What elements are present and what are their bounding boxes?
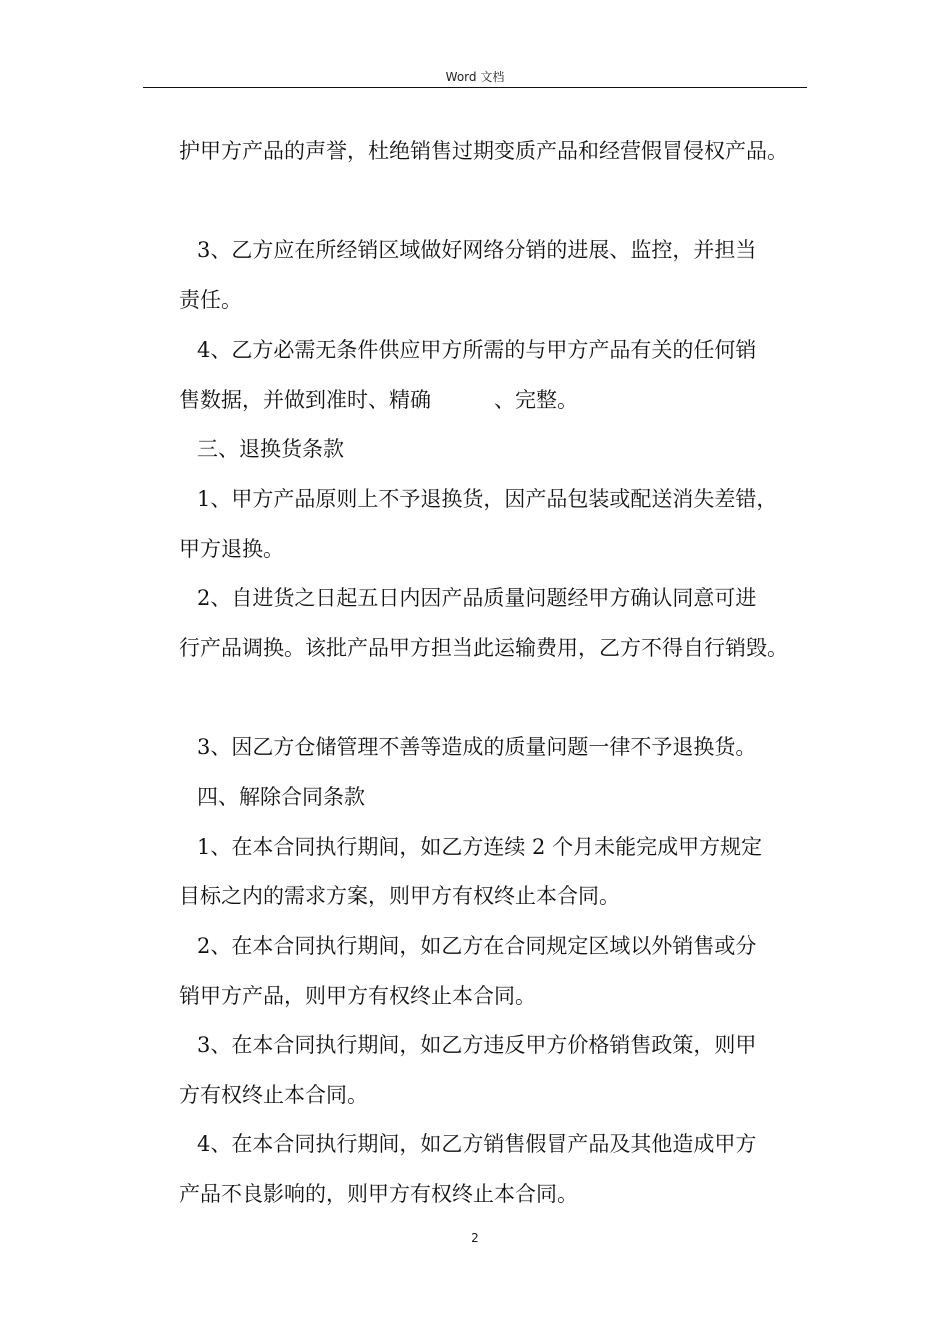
body-line: 责任。 — [179, 288, 242, 312]
body-line: 3、乙方应在所经销区域做好网络分销的进展、监控，并担当 — [197, 238, 757, 262]
body-line: 4、乙方必需无条件供应甲方所需的与甲方产品有关的任何销 — [197, 338, 757, 362]
body-line: 行产品调换。该批产品甲方担当此运输费用，乙方不得自行销毁。 — [179, 636, 788, 660]
body-line: 产品不良影响的，则甲方有权终止本合同。 — [179, 1182, 578, 1206]
body-line: 售数据，并做到准时、精确 、完整。 — [179, 388, 578, 412]
body-line: 销甲方产品，则甲方有权终止本合同。 — [179, 984, 536, 1008]
body-line: 1、甲方产品原则上不予退换货，因产品包装或配送消失差错， — [197, 487, 778, 511]
body-line: 护甲方产品的声誉，杜绝销售过期变质产品和经营假冒侵权产品。 — [179, 139, 788, 163]
body-line: 2、自进货之日起五日内因产品质量问题经甲方确认同意可进 — [197, 586, 757, 610]
body-line: 方有权终止本合同。 — [179, 1083, 368, 1107]
body-line: 甲方退换。 — [179, 537, 284, 561]
body-line: 2、在本合同执行期间，如乙方在合同规定区域以外销售或分 — [197, 934, 757, 958]
section-heading: 四、解除合同条款 — [197, 785, 365, 809]
body-line: 1、在本合同执行期间，如乙方连续 2 个月未能完成甲方规定 — [197, 835, 763, 859]
page-header: Word 文档 — [445, 70, 505, 84]
header-divider — [143, 87, 807, 88]
body-line: 3、因乙方仓储管理不善等造成的质量问题一律不予退换货。 — [197, 735, 757, 759]
section-heading: 三、退换货条款 — [197, 437, 344, 461]
page-number: 2 — [471, 1231, 479, 1245]
body-line: 3、在本合同执行期间，如乙方违反甲方价格销售政策，则甲 — [197, 1033, 757, 1057]
body-line: 4、在本合同执行期间，如乙方销售假冒产品及其他造成甲方 — [197, 1132, 757, 1156]
body-line: 目标之内的需求方案，则甲方有权终止本合同。 — [179, 884, 620, 908]
